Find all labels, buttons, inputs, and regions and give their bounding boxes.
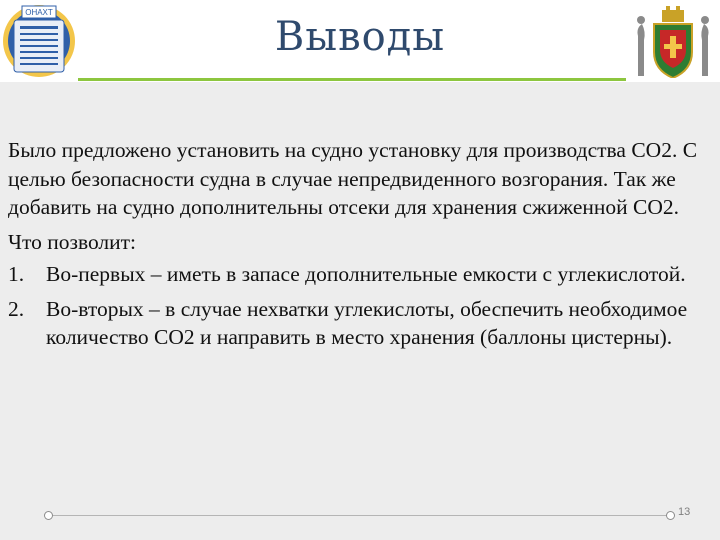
- footer-dot-right: [666, 511, 675, 520]
- footer-divider: [48, 515, 670, 516]
- footer-dot-left: [44, 511, 53, 520]
- list-item-text: Во-первых – иметь в запасе дополнительные емкости с углекислотой.: [46, 262, 686, 286]
- coat-of-arms-logo-right: [626, 6, 720, 80]
- slide-content: [8, 136, 714, 358]
- slide-title: Выводы: [274, 14, 446, 60]
- list-item-number: 1.: [8, 262, 25, 286]
- slide-header: [0, 0, 720, 82]
- list-item-number: 2.: [8, 296, 25, 321]
- header-line-gap: [626, 78, 720, 81]
- list-item-text: Во-вторых – в случае нехватки углекислоты, обеспечить необходимое количество СО2 и направить в место хранения (баллоны цистерны).: [46, 296, 688, 349]
- list-item: [8, 260, 714, 289]
- intro-line: Что позволит:: [8, 229, 137, 254]
- page-number: 13: [678, 506, 691, 518]
- list-item: [8, 295, 714, 352]
- logo-left-text: ОНАХТ: [25, 8, 53, 17]
- main-paragraph: Было предложено установить на судно установку для производства СО2. С целью безопасности судна в случае непредвиденного возгорания. Так же добавить на судно дополнительны отсеки для хранения сжиженной СО2.: [8, 138, 698, 219]
- header-accent-line: [78, 78, 626, 81]
- numbered-list: [8, 260, 714, 352]
